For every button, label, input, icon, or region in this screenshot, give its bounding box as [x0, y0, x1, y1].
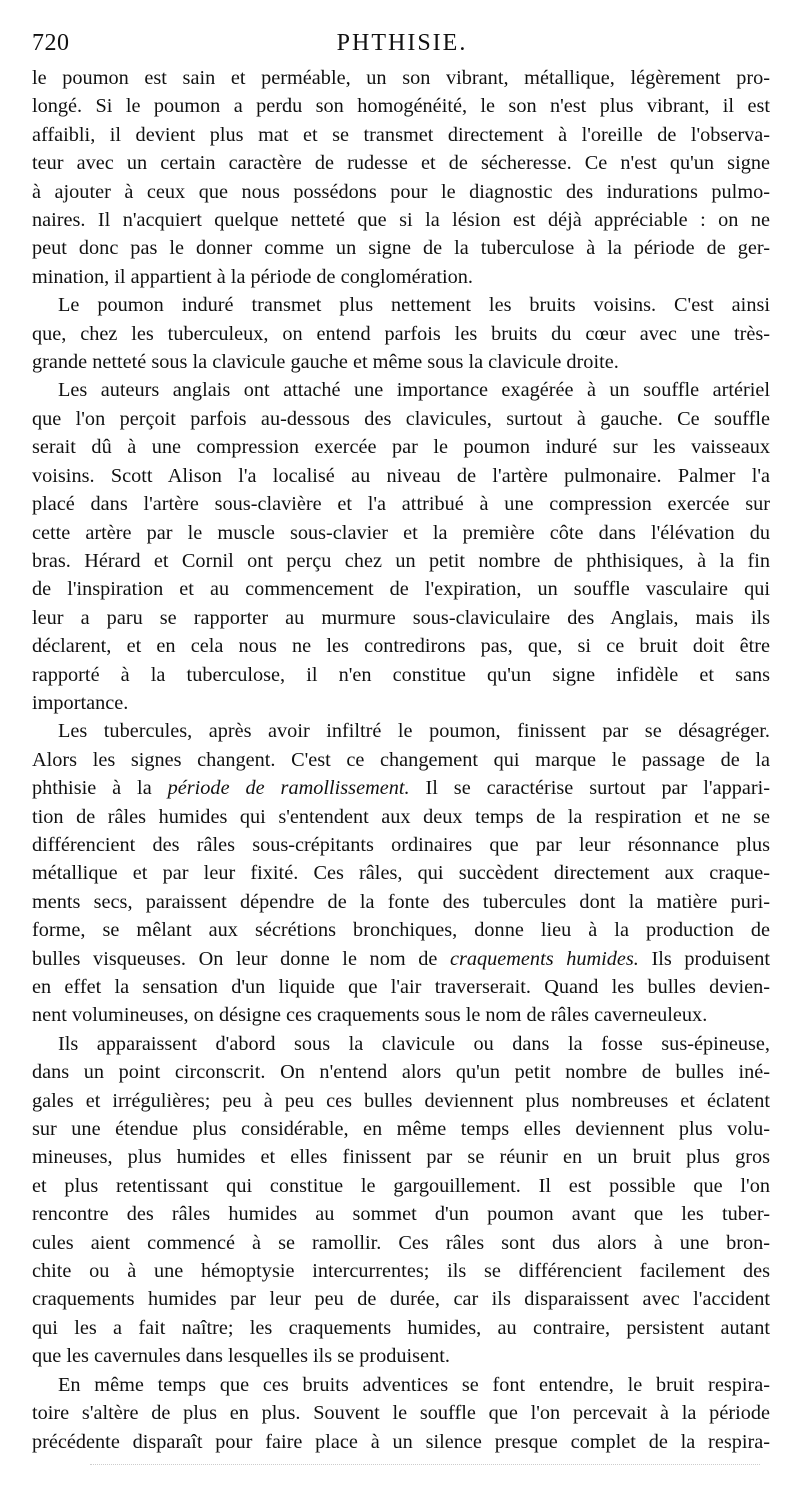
paragraph-6	[32, 1371, 770, 1456]
text-line: que les cavernules dans lesquelles ils se produisent.	[32, 1345, 450, 1368]
text-run: Ils produisent	[638, 947, 771, 970]
text-line: affaibli, il devient plus mat et se transmet directement à l'oreille de l'observa-	[32, 123, 770, 146]
paragraph-5	[32, 1030, 770, 1371]
text-line: sur une étendue plus considérable, en même temps elles deviennent plus volu-	[32, 1118, 770, 1141]
paragraph-3	[32, 376, 770, 717]
text-line: cules aient commencé à se ramollir. Ces râles sont dus alors à une bron-	[32, 1231, 770, 1254]
text-line: longé. Si le poumon a perdu son homogénéité, le son n'est plus vibrant, il est	[32, 95, 770, 118]
faint-bleed-through-line	[90, 1464, 760, 1471]
text-line: dans un point circonscrit. On n'entend alors qu'un petit nombre de bulles iné-	[32, 1061, 770, 1084]
text-line: naires. Il n'acquiert quelque netteté que si la lésion est déjà appréciable : on ne	[32, 209, 770, 232]
text-line: de l'inspiration et au commencement de l'expiration, un souffle vasculaire qui	[32, 578, 770, 601]
text-line: tion de râles humides qui s'entendent aux deux temps de la respiration et ne se	[32, 805, 770, 828]
text-line: nent volumineuses, on désigne ces craquements sous le nom de râles caverneuleux.	[32, 1004, 708, 1027]
paragraph-2	[32, 291, 770, 376]
text-line: Ils apparaissent d'abord sous la clavicule ou dans la fosse sus-épineuse,	[58, 1032, 770, 1055]
text-line: qui les a fait naître; les craquements humides, au contraire, persistent autant	[32, 1316, 770, 1339]
text-line: Les auteurs anglais ont attaché une importance exagérée à un souffle artériel	[58, 379, 770, 402]
text-line: serait dû à une compression exercée par le poumon induré sur les vaisseaux	[32, 436, 770, 459]
text-line: mineuses, plus humides et elles finissent par se réunir en un bruit plus gros	[32, 1146, 770, 1169]
text-line: leur a paru se rapporter au murmure sous-claviculaire des Anglais, mais ils	[32, 606, 770, 629]
text-line: peut donc pas le donner comme un signe de la tuberculose à la période de ger-	[32, 237, 770, 260]
text-line-with-italic	[32, 945, 770, 973]
text-line: mination, il appartient à la période de conglomération.	[32, 265, 473, 288]
text-line: que, chez les tuberculeux, on entend parfois les bruits du cœur avec une très-	[32, 322, 770, 345]
text-line: déclarent, et en cela nous ne les contredirons pas, que, si ce bruit doit être	[32, 635, 770, 658]
text-line: bras. Hérard et Cornil ont perçu chez un petit nombre de phthisiques, à la fin	[32, 549, 770, 572]
text-line: à ajouter à ceux que nous possédons pour le diagnostic des indurations pulmo-	[32, 180, 770, 203]
text-run: bulles visqueuses. On leur donne le nom de	[32, 947, 450, 970]
text-line: cette artère par le muscle sous-clavier et la première côte dans l'élévation du	[32, 521, 770, 544]
text-line: toire s'altère de plus en plus. Souvent le souffle que l'on percevait à la période	[32, 1402, 770, 1425]
text-line-with-italic	[32, 774, 770, 802]
text-line: craquements humides par leur peu de durée, car ils disparaissent avec l'accident	[32, 1288, 770, 1311]
text-line: grande netteté sous la clavicule gauche et même sous la clavicule droite.	[32, 351, 619, 374]
text-line: voisins. Scott Alison l'a localisé au niveau de l'artère pulmonaire. Palmer l'a	[32, 464, 770, 487]
text-line: chite ou à une hémoptysie intercurrentes; ils se différencient facilement des	[32, 1260, 770, 1283]
paragraph-4	[32, 717, 770, 1029]
text-line: rapporté à la tuberculose, il n'en constitue qu'un signe infidèle et sans	[32, 663, 770, 686]
text-line: Les tubercules, après avoir infiltré le poumon, finissent par se désagréger.	[58, 720, 770, 743]
text-line: placé dans l'artère sous-clavière et l'a attribué à une compression exercée sur	[32, 493, 770, 516]
text-line: En même temps que ces bruits adventices se font entendre, le bruit respira-	[58, 1373, 770, 1396]
text-line: Alors les signes changent. C'est ce changement qui marque le passage de la	[32, 748, 770, 771]
body-text	[32, 64, 770, 1456]
paragraph-1	[32, 64, 770, 291]
italic-term: craquements humides.	[449, 947, 639, 970]
text-line: ments secs, paraissent dépendre de la fonte des tubercules dont la matière puri-	[32, 890, 770, 913]
text-line: importance.	[32, 691, 129, 714]
page-number: 720	[32, 30, 70, 56]
text-line: métallique et par leur fixité. Ces râles, qui succèdent directement aux craque-	[32, 862, 770, 885]
italic-term: période de ramollissement.	[167, 777, 410, 800]
text-line: précédente disparaît pour faire place à un silence presque complet de la respira-	[32, 1430, 770, 1453]
page-header	[32, 28, 772, 62]
text-line: et plus retentissant qui constitue le gargouillement. Il est possible que l'on	[32, 1174, 770, 1197]
running-head: PHTHISIE.	[336, 30, 468, 56]
text-run: Il se caractérise surtout par l'appari-	[409, 777, 771, 800]
text-line: Le poumon induré transmet plus nettement les bruits voisins. C'est ainsi	[58, 294, 770, 317]
text-run: phthisie à la	[32, 777, 168, 800]
text-line: forme, se mêlant aux sécrétions bronchiques, donne lieu à la production de	[32, 919, 770, 942]
text-line: rencontre des râles humides au sommet d'un poumon avant que les tuber-	[32, 1203, 770, 1226]
text-line: en effet la sensation d'un liquide que l'air traverserait. Quand les bulles devien-	[32, 976, 770, 998]
text-line: que l'on perçoit parfois au-dessous des clavicules, surtout à gauche. Ce souffle	[32, 407, 770, 430]
text-line: différencient des râles sous-crépitants ordinaires que par leur résonnance plus	[32, 833, 770, 856]
text-line: le poumon est sain et perméable, un son vibrant, métallique, légèrement pro-	[32, 67, 770, 89]
text-line: teur avec un certain caractère de rudesse et de sécheresse. Ce n'est qu'un signe	[32, 152, 770, 175]
text-line: gales et irrégulières; peu à peu ces bulles deviennent plus nombreuses et éclatent	[32, 1089, 770, 1112]
